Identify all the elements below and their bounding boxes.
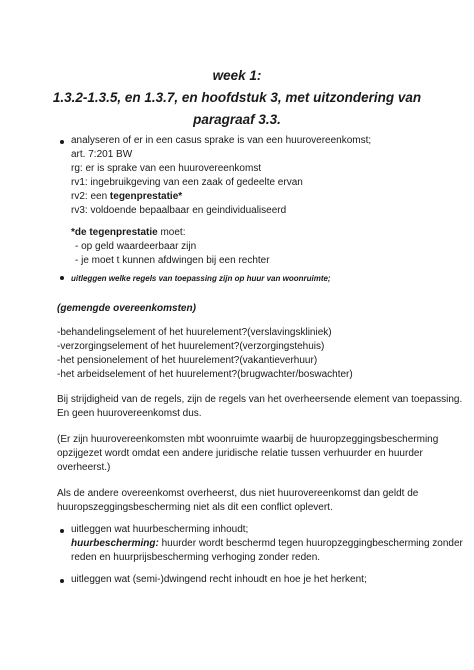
paragraph-strijdigheid-line: Bij strijdigheid van de regels, zijn de regels van het overheersende element van toepassing.: [57, 394, 463, 405]
note-bold: *de tegenprestatie: [71, 227, 158, 238]
rv2-prefix: rv2: een: [71, 191, 110, 202]
gemengde-item: -verzorgingselement of het huurelement?(verzorgingstehuis): [57, 341, 325, 352]
gemengde-item: -het arbeidselement of het huurelement?(brugwachter/boswachter): [57, 369, 353, 380]
huurbescherming-def-1: huurder wordt beschermd tegen huuropzeggingbescherming zonder: [158, 538, 463, 549]
bullet-icon: [60, 579, 64, 583]
paragraph-strijdigheid-line: En geen huurovereenkomst dus.: [57, 408, 202, 419]
note-item-1: - op geld waardeerbaar zijn: [75, 241, 197, 252]
gemengde-item: -behandelingselement of het huurelement?(verslavingskliniek): [57, 327, 332, 338]
bullet-text-analyse: analyseren of er in een casus sprake is van een huurovereenkomst;: [71, 135, 372, 146]
huurbescherming-def-2: reden en huurprijsbescherming verhoging zonder reden.: [71, 552, 321, 563]
bullet-icon: [60, 529, 64, 533]
paragraph-note-line: opzijgezet wordt omdat een andere juridische relatie tussen verhuurder en huurder: [57, 448, 423, 459]
heading-week: week 1:: [212, 68, 262, 83]
note-item-2: - je moet t kunnen afdwingen bij een rechter: [75, 255, 270, 266]
bullet-text-woonruimte: uitleggen welke regels van toepassing zijn op huur van woonruimte;: [71, 274, 331, 283]
bullet-text-huurbescherming: uitleggen wat huurbescherming inhoudt;: [71, 524, 249, 535]
rv2-bold: tegenprestatie*: [109, 191, 183, 202]
note-heading: [71, 226, 186, 240]
gemengde-heading: (gemengde overeenkomsten): [57, 303, 196, 314]
bullet-text-dwingend-recht: uitleggen wat (semi-)dwingend recht inhoudt en hoe je het herkent;: [71, 574, 367, 585]
gemengde-item: -het pensionelement of het huurelement?(vakantieverhuur): [57, 355, 318, 366]
article-line: art. 7:201 BW: [71, 149, 133, 160]
rg-line: rg: er is sprake van een huurovereenkomst: [71, 163, 262, 174]
paragraph-overheerst-line: huuropszeggingsbescherming niet als dit een conflict oplevert.: [57, 502, 333, 513]
bullet-icon: [60, 140, 64, 144]
bullet-icon: [60, 276, 64, 280]
heading-paragraph: paragraaf 3.3.: [193, 112, 281, 127]
note-rest: moet:: [157, 227, 186, 238]
rv3-line: rv3: voldoende bepaalbaar en geindividualiseerd: [71, 205, 287, 216]
paragraph-overheerst-line: Als de andere overeenkomst overheerst, dus niet huurovereenkomst dan geldt de: [57, 488, 419, 499]
paragraph-note-line: overheerst.): [57, 462, 111, 473]
paragraph-note-line: (Er zijn huurovereenkomsten mbt woonruimte waarbij de huuropzeggingsbescherming: [57, 434, 439, 445]
rv1-line: rv1: ingebruikgeving van een zaak of gedeelte ervan: [71, 177, 303, 188]
huurbescherming-term: huurbescherming:: [71, 538, 159, 549]
heading-chapters: 1.3.2-1.3.5, en 1.3.7, en hoofdstuk 3, met uitzondering van: [52, 90, 422, 105]
huurbescherming-definition: [71, 537, 463, 551]
rv2-line: [71, 190, 182, 204]
